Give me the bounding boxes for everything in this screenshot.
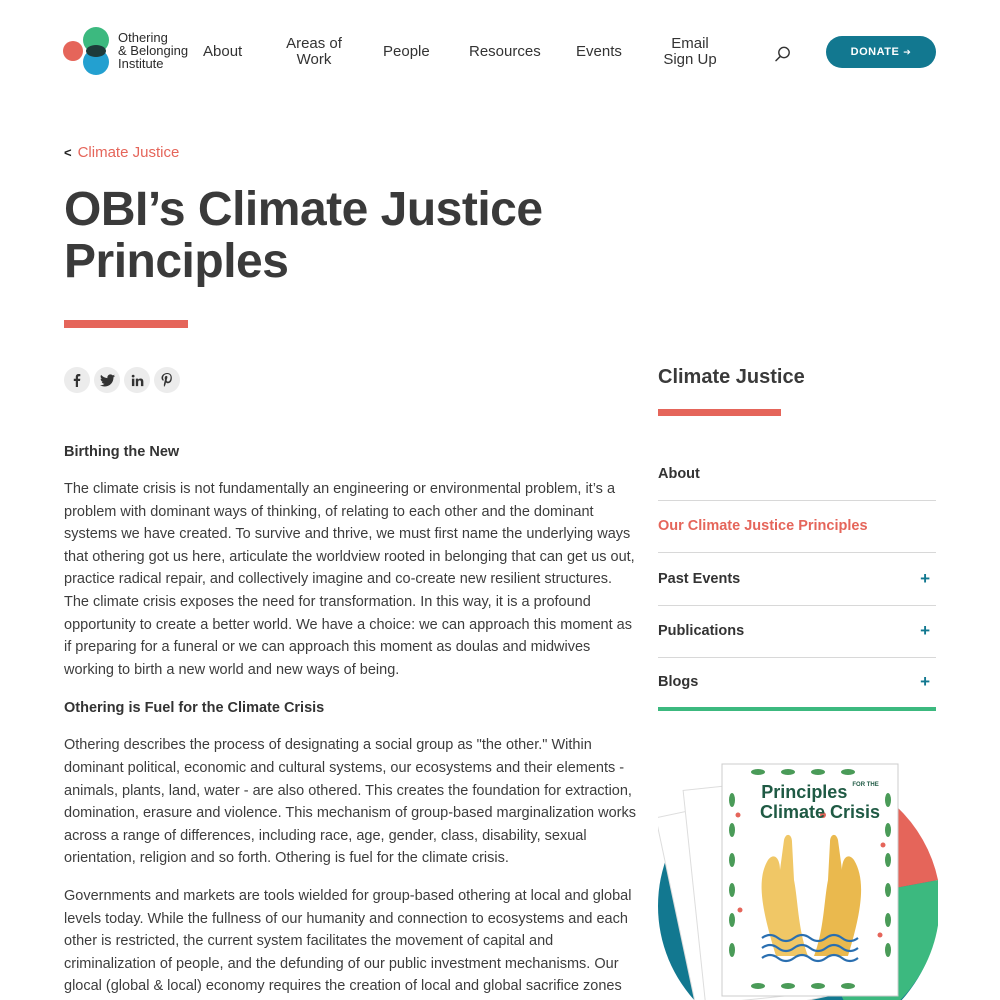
nav-item-events[interactable]: Events	[576, 43, 622, 60]
donate-label: DONATE	[850, 46, 900, 58]
cover-title	[744, 782, 896, 822]
title-underline	[64, 320, 188, 328]
sidebar-title: Climate Justice	[658, 366, 805, 388]
nav-item-people[interactable]: People	[383, 43, 430, 60]
site-logo[interactable]	[63, 27, 193, 75]
sidebar-item-about[interactable]	[658, 448, 936, 501]
donate-button[interactable]	[826, 36, 936, 68]
sidebar-item-label: Past Events	[658, 570, 741, 587]
nav-item-about[interactable]: About	[203, 43, 243, 60]
pinterest-icon[interactable]	[154, 367, 180, 393]
sidebar-item-label: Blogs	[658, 674, 699, 691]
share-buttons	[64, 367, 180, 393]
article-heading-othering: Othering is Fuel for the Climate Crisis	[64, 700, 325, 717]
nav-item-resources[interactable]: Resources	[469, 43, 541, 60]
cover-title-line2: Climate Crisis	[759, 802, 881, 822]
plus-icon[interactable]: +	[920, 621, 930, 641]
logo-line-2: & Belonging	[118, 43, 189, 58]
chevron-left-icon: <	[64, 145, 72, 160]
logo-circles-icon	[63, 27, 115, 75]
sidebar-title-underline	[658, 409, 781, 416]
article-heading-birthing: Birthing the New	[64, 444, 180, 460]
twitter-icon[interactable]	[94, 367, 120, 393]
cover-title-line1: Principles	[761, 782, 848, 802]
arrow-right-icon: ➔	[903, 46, 912, 57]
linkedin-icon[interactable]	[124, 367, 150, 393]
cover-title-small: FOR THE	[852, 782, 879, 788]
logo-line-1: Othering	[118, 30, 168, 45]
sidebar-item-label: About	[658, 465, 700, 482]
plus-icon[interactable]: +	[920, 568, 930, 588]
search-icon	[774, 45, 792, 63]
article-paragraph: The climate crisis is not fundamentally an engineering or environmental problem, it’s a problem with dominant ways of thinking, of relating to each other and the dominant systems we have created. To survive and thrive, we must first name the underlying ways that othering got us here, articulate the worldview rooted in belonging that can get us out, practice radical repair, and collectively imagine and co-create new resilient structures. The climate crisis exposes the need for transformation. In this way, it is a profound opportunity to create a better world. We have a choice: we can approach this moment as if preparing for a funeral or we can approach this moment as doulas and midwives working to birth a new world and new ways of being.	[64, 481, 635, 678]
sidebar-item-label: Our Climate Justice Principles	[658, 518, 868, 535]
sidebar-item-blogs[interactable]	[658, 658, 936, 711]
sidebar-item-label: Publications	[658, 623, 745, 640]
logo-text	[118, 31, 188, 70]
sidebar-item-principles[interactable]	[658, 501, 936, 554]
sidebar-item-past-events[interactable]	[658, 553, 936, 606]
article-paragraph: Governments and markets are tools wielded for group-based othering at local and global levels today. While the fullness of our humanity and connection to ecosystems and each other is restricted, the current system facilitates the movement of capital and criminalization of people, and the defunding of our public investment mechanisms. Our glocal (global & local) economy requires the creation of local and global sacrifice zones	[64, 887, 632, 995]
logo-line-3: Institute	[118, 56, 164, 71]
facebook-icon[interactable]	[64, 367, 90, 393]
nav-item-areas-of-work[interactable]: Areas of Work	[286, 35, 342, 68]
search-button[interactable]	[774, 45, 792, 63]
page-title: OBI’s Climate Justice Principles	[64, 183, 543, 288]
site-header	[0, 0, 1000, 104]
publication-cover-image[interactable]	[658, 760, 938, 1000]
article-body	[64, 440, 640, 1000]
article-paragraph: Othering describes the process of designating a social group as "the other." Within dominant political, economic and cultural systems, our ecosystems and their elements - animals, plants, land, water - are also othered. This creates the foundation for extraction, domination, erasure and violence. This mechanism of group-based marginalization works across a range of differences, including race, age, gender, class, disability, sexual orientation, religion and so forth. Othering is fuel for the climate crisis.	[64, 737, 636, 867]
sidebar-menu	[658, 448, 936, 711]
breadcrumb-link-climate-justice[interactable]: Climate Justice	[77, 144, 180, 161]
plus-icon[interactable]: +	[920, 672, 930, 692]
breadcrumb	[64, 144, 179, 161]
nav-item-email-sign-up[interactable]: Email Sign Up	[663, 35, 717, 68]
sidebar-item-publications[interactable]	[658, 606, 936, 659]
